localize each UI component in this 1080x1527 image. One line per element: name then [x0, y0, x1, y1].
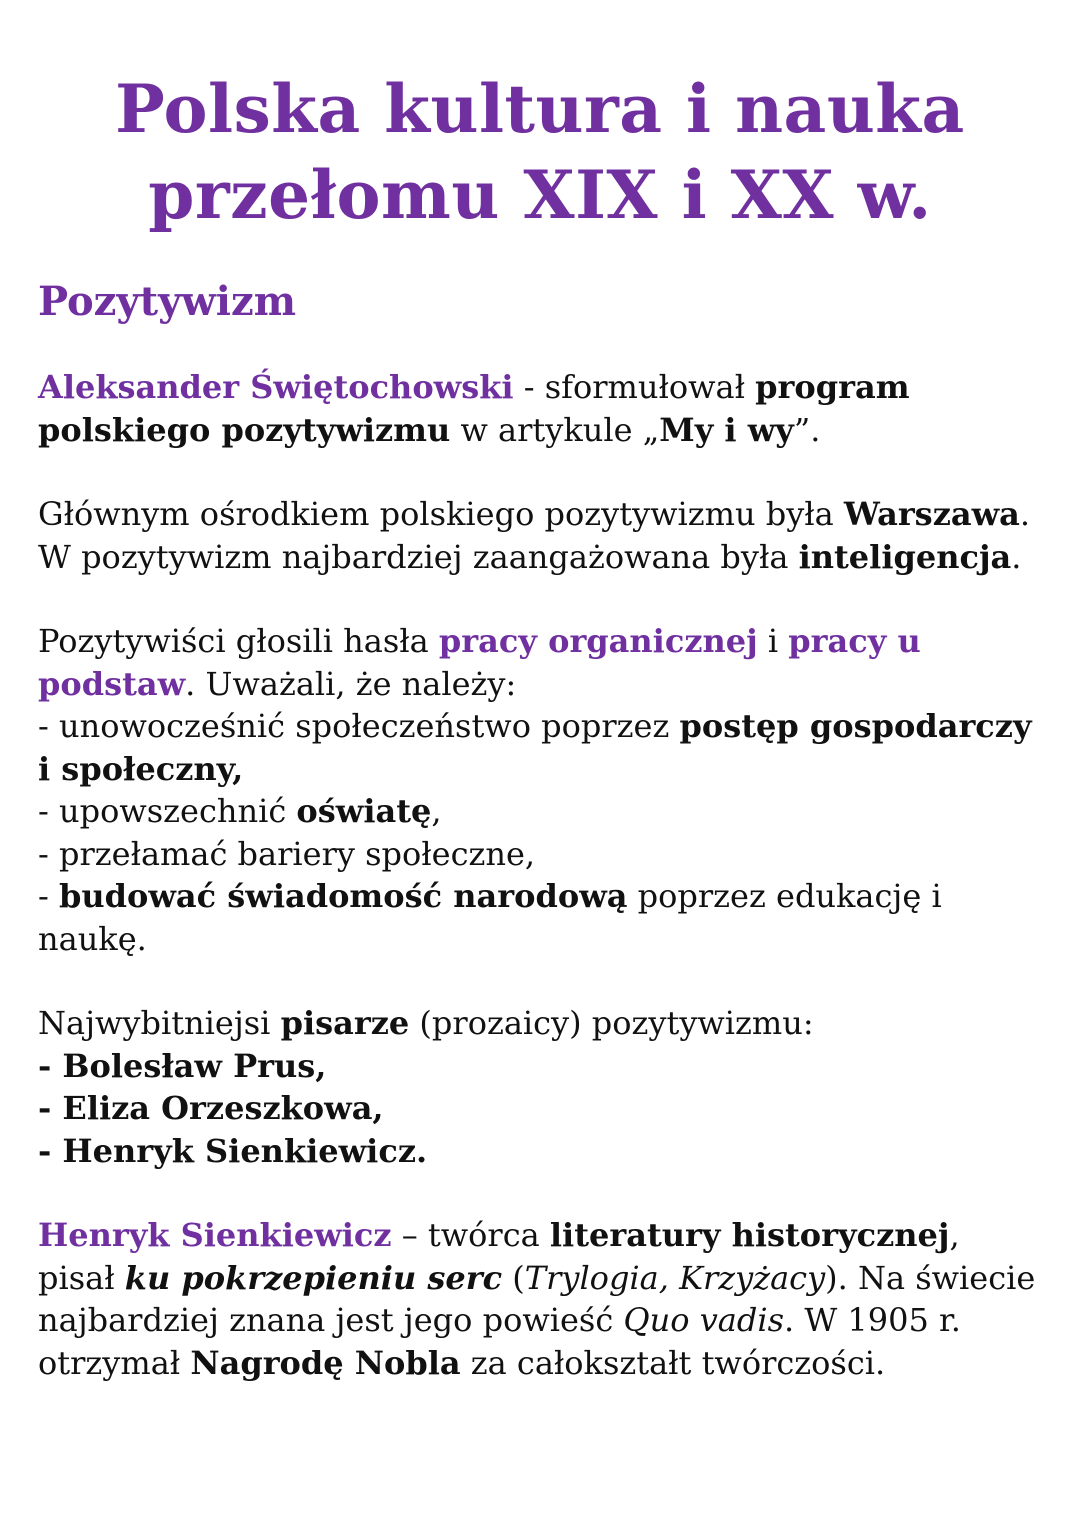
- paragraph-swietochowski: [38, 366, 1042, 451]
- title-line-2: przełomu XIX i XX w.: [148, 156, 932, 234]
- text: - unowocześnić społeczeństwo poprzez: [38, 707, 680, 745]
- text: . Uważali, że należy:: [185, 664, 517, 703]
- text: – twórca: [391, 1216, 550, 1254]
- paragraph-warszawa: [38, 493, 1042, 578]
- text: . W 1905 r. otrzymał: [38, 1301, 961, 1382]
- group-term: inteligencja: [798, 537, 1012, 576]
- motto-term: ku pokrzepieniu serc: [124, 1258, 503, 1297]
- text: - sformułował: [513, 368, 756, 406]
- text: .: [1011, 537, 1022, 576]
- title-line-1: Polska kultura i nauka: [115, 70, 965, 148]
- list-item: [38, 877, 942, 958]
- text: (prozaicy) pozytywizmu:: [409, 1004, 814, 1042]
- author-list-item: - Eliza Orzeszkowa,: [38, 1089, 384, 1127]
- page-title: [38, 66, 1042, 238]
- text: . W pozytywizm najbardziej zaangażowana była: [38, 495, 1031, 576]
- text: Pozytywiści głosili hasła: [38, 622, 439, 660]
- national-awareness-term: budować świadomość narodową: [58, 877, 628, 915]
- writers-term: pisarze: [280, 1004, 410, 1042]
- text: ,: [431, 792, 442, 830]
- nobel-prize-term: Nagrodę Nobla: [190, 1343, 461, 1382]
- slogan-organic-work: pracy organicznej: [438, 622, 758, 660]
- article-title: My i wy: [659, 410, 794, 449]
- list-item: [38, 792, 442, 830]
- text: Głównym ośrodkiem polskiego pozytywizmu była: [38, 495, 844, 533]
- text: w artykule „: [450, 410, 660, 449]
- text: Najwybitniejsi: [38, 1004, 281, 1042]
- text: - upowszechnić: [38, 792, 297, 830]
- author-list-item: - Henryk Sienkiewicz.: [38, 1131, 428, 1170]
- section-heading: Pozytywizm: [38, 278, 297, 325]
- paragraph-sienkiewicz: [38, 1214, 1042, 1384]
- list-item: [38, 707, 1032, 788]
- text: i: [757, 622, 789, 660]
- author-list-item: - Bolesław Prus,: [38, 1046, 327, 1085]
- text: , pisał: [38, 1216, 960, 1297]
- text: za całokształt twórczości.: [460, 1343, 886, 1382]
- paragraph-slogans: [38, 620, 1042, 960]
- text: -: [38, 877, 59, 915]
- novel-title: Quo vadis: [623, 1301, 784, 1339]
- paragraph-writers: [38, 1002, 1042, 1172]
- education-term: oświatę: [296, 792, 432, 830]
- person-name: Aleksander Świętochowski: [38, 368, 514, 406]
- text: ”.: [793, 410, 821, 449]
- works-titles: Trylogia, Krzyżacy: [524, 1258, 826, 1297]
- text: poprzez edukację i naukę.: [38, 877, 942, 958]
- list-item: - przełamać bariery społeczne,: [38, 834, 536, 873]
- city-term: Warszawa: [843, 495, 1020, 533]
- genre-term: literatury historycznej: [549, 1216, 950, 1254]
- progress-term: postęp gospodarczy i społeczny,: [38, 707, 1032, 788]
- slogan-grassroots-work: pracy u podstaw: [38, 622, 921, 703]
- program-term: program polskiego pozytywizmu: [38, 368, 910, 449]
- text: (: [502, 1258, 525, 1297]
- text: ). Na świecie najbardziej znana jest jego powieść: [38, 1258, 1036, 1339]
- person-name: Henryk Sienkiewicz: [38, 1216, 392, 1254]
